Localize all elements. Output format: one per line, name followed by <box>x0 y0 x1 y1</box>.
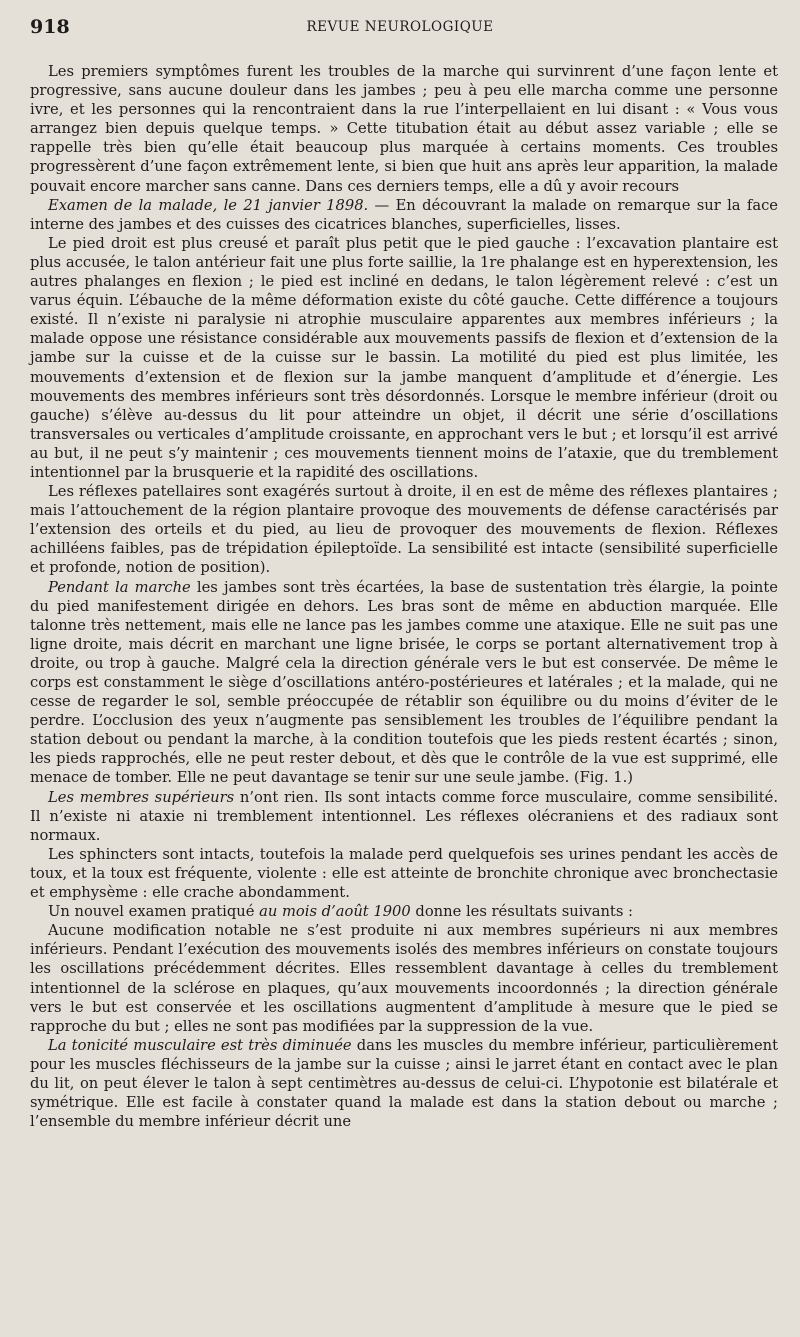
article-body <box>30 62 778 1131</box>
text-run: — En découvrant la malade on remarque sur la face interne des jambes et des cuisses des cicatrices blanches, superficielles, lisses. <box>30 196 779 233</box>
italic-text: Pendant la marche <box>48 578 191 596</box>
paragraph <box>30 196 778 234</box>
text-run: Un nouvel examen pratiqué <box>48 903 260 921</box>
paragraph <box>30 482 778 577</box>
text-run: Les réflexes patellaires sont exagérés surtout à droite, il en est de même des réflexes plantaires ; mais l’attouchement de la région plantaire provoque des mouvements de défense caractérisés par l’extension des orteils et du pied, au lieu de provoquer des mouvements de flexion. Réflexes achilléens faibles, pas de trépidation épileptoïde. La sensibilité est intacte (sensibilité superficielle et profonde, notion de position). <box>30 483 778 577</box>
text-run: Les premiers symptômes furent les troubles de la marche qui survinrent d’une façon lente et progressive, sans aucune douleur dans les jambes ; peu à peu elle marcha comme une personne ivre, et les personnes qui la rencontraient dans la rue l’interpellaient en lui disant : « Vous vous arrangez bien depuis quelque temps. » Cette titubation était au début assez variable ; elle se rappelle très bien qu’elle était beaucoup plus marquée à certains moments. Ces troubles progressèrent d’une façon extrêmement lente, si bien que huit ans après leur apparition, la malade pouvait encore marcher sans canne. Dans ces derniers temps, elle a dû y avoir recours <box>30 63 778 195</box>
text-run: Les sphincters sont intacts, toutefois la malade perd quelquefois ses urines pendant les accès de toux, et la toux est fréquente, violente : elle est atteinte de bronchite chronique avec bronchectasie et emphysème : elle crache abondamment. <box>30 845 778 902</box>
text-run: dans les muscles du membre inférieur, particulièrement pour les muscles fléchisseurs de la jambe sur la cuisse ; ainsi le jarret étant en contact avec le plan du lit, on peut élever le talon à sept centimètres au-dessus de celui-ci. L’hypotonie est bilatérale et symétrique. Elle est facile à constater quand la malade est dans la station debout ou marche ; l’ensemble du membre inférieur décrit une <box>30 1036 779 1131</box>
running-title: REVUE NEUROLOGIQUE <box>306 19 494 35</box>
paragraph <box>30 62 778 196</box>
text-run: Aucune modification notable ne s’est produite ni aux membres supérieurs ni aux membres inférieurs. Pendant l’exécution des mouvements isolés des membres inférieurs on constate toujours les oscillations précédemment décrites. Elles ressemblent davantage à celles du tremblement intentionnel de la sclérose en plaques, qu’aux mouvements incoordonnés ; la direction générale vers le but est conservée et les oscillations augmentent d’amplitude à mesure que le pied se rapproche du but ; elles ne sont pas modifiées par la suppression de la vue. <box>30 922 778 1035</box>
text-run: les jambes sont très écartées, la base de sustentation très élargie, la pointe du pied manifestement dirigée en dehors. Les bras sont de même en abduction marquée. Elle talonne très nettement, mais elle ne lance pas les jambes comme une ataxique. Elle ne suit pas une ligne droite, mais décrit en marchant une ligne brisée, le corps se portant alternativement trop à droite, ou trop à gauche. Malgré cela la direction générale vers le but est conservée. De même le corps est constamment le siège d’oscillations antéro-postérieures et latérales ; et la malade, qui ne cesse de regarder le sol, semble préoccupée de rétablir son équilibre ou du moins d’éviter de le perdre. L’occlusion des yeux n’augmente pas sensiblement les troubles de l’équilibre pendant la station debout ou pendant la marche, à la condition toutefois que les pieds restent écartés ; sinon, les pieds rapprochés, elle ne peut rester debout, et dès que le contrôle de la vue est supprimé, elle menace de tomber. Elle ne peut davantage se tenir sur une seule jambe. (Fig. 1.) <box>30 578 778 787</box>
text-run: n’ont rien. Ils sont intacts comme force musculaire, comme sensibilité. Il n’existe ni ataxie ni tremblement intentionnel. Les réflexes olécraniens et des radiaux sont normaux. <box>30 788 778 844</box>
page-number: 918 <box>30 16 70 38</box>
paragraph <box>30 902 778 921</box>
italic-text: Examen de la malade, le 21 janvier 1898. <box>48 196 369 214</box>
paragraph <box>30 921 778 1036</box>
italic-text: Les membres supérieurs <box>48 788 235 806</box>
italic-text: au mois d’août 1900 <box>259 903 411 921</box>
paragraph <box>30 578 778 788</box>
italic-text: La tonicité musculaire est très diminuée <box>48 1036 352 1054</box>
text-run: donne les résultats suivants : <box>410 903 633 921</box>
text-run: Le pied droit est plus creusé et paraît plus petit que le pied gauche : l’excavation plantaire est plus accusée, le talon antérieur fait une plus forte saillie, la 1re phalange est en hyperextension, les autres phalanges en flexion ; le pied est incliné en dedans, le talon légèrement relevé : c’est un varus équin. L’ébauche de la même déformation existe du côté gauche. Cette différence a toujours existé. Il n’existe ni paralysie ni atrophie musculaire apparentes aux membres inférieurs ; la malade oppose une résistance considérable aux mouvements passifs de flexion et d’extension de la jambe sur la cuisse et de la cuisse sur le bassin. La motilité du pied est plus limitée, les mouvements d’extension et de flexion sur la jambe manquent d’amplitude et d’énergie. Les mouvements des membres inférieurs sont très désordonnés. Lorsque le membre inférieur (droit ou gauche) s’élève au-dessus du lit pour atteindre un objet, il décrit une série d’oscillations transversales ou verticales d’amplitude croissante, en approchant vers le but ; et lorsqu’il est arrivé au but, il ne peut s’y maintenir ; ces mouvements tiennent moins de l’ataxie, que du tremblement intentionnel par la brusquerie et la rapidité des oscillations. <box>30 234 778 481</box>
paragraph <box>30 788 778 845</box>
paragraph <box>30 845 778 902</box>
paragraph <box>30 234 778 482</box>
running-header <box>30 16 770 44</box>
paragraph <box>30 1036 778 1131</box>
